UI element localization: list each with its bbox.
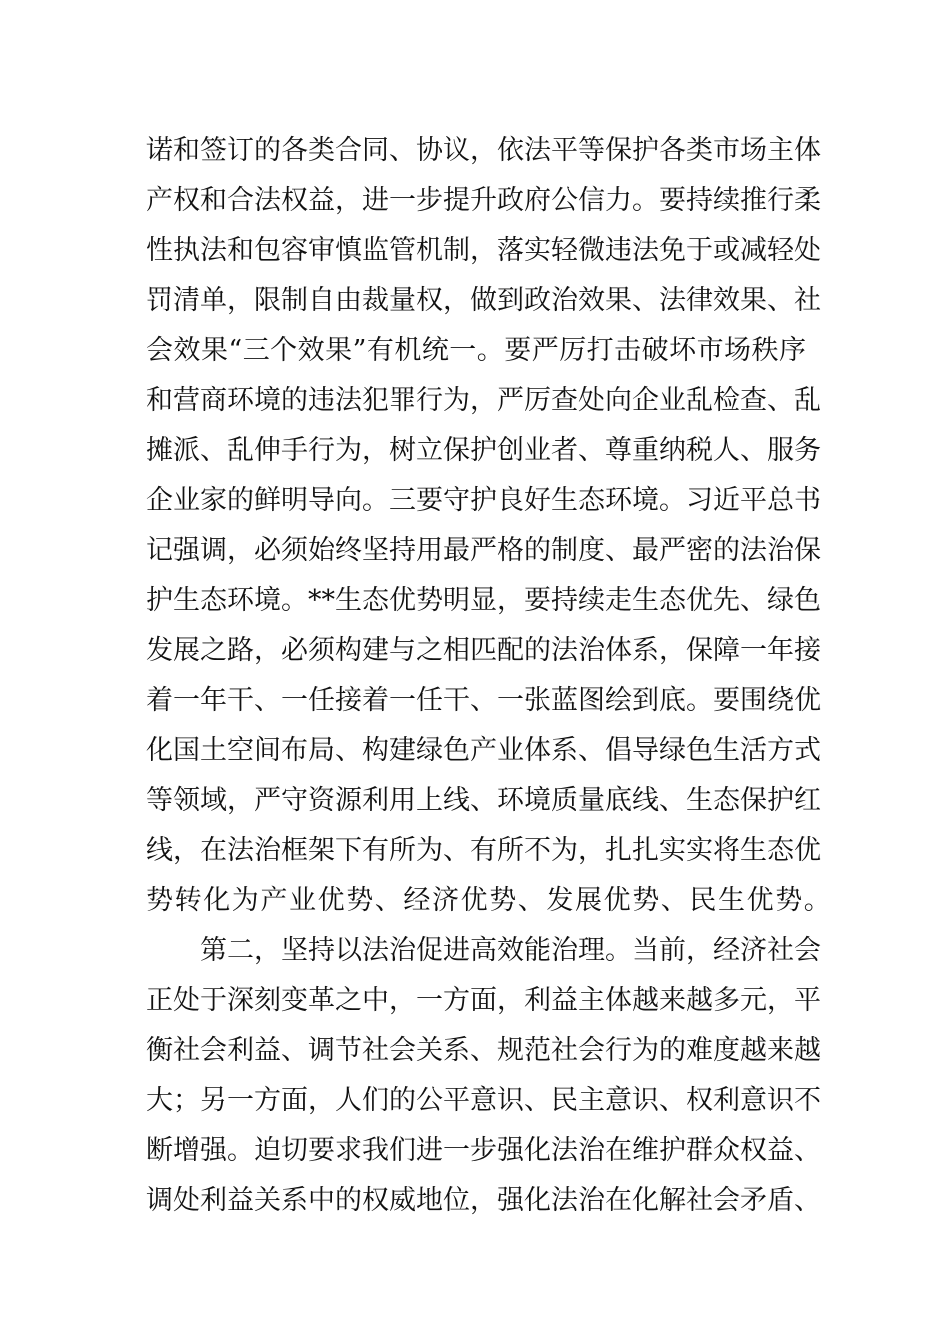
text-line: 线，在法治框架下有所为、有所不为，扎扎实实将生态优 (146, 835, 821, 866)
text-line: 罚清单，限制自由裁量权，做到政治效果、法律效果、社 (146, 285, 821, 316)
text-line: 势转化为产业优势、经济优势、发展优势、民生优势。 (146, 885, 833, 916)
text-line: 调处利益关系中的权威地位，强化法治在化解社会矛盾、 (146, 1185, 821, 1216)
text-line: 和营商环境的违法犯罪行为，严厉查处向企业乱检查、乱 (146, 385, 821, 416)
text-line: 会效果“三个效果”有机统一。要严厉打击破坏市场秩序 (146, 335, 806, 366)
text-line: 企业家的鲜明导向。三要守护良好生态环境。习近平总书 (146, 485, 821, 516)
text-line: 等领域，严守资源利用上线、环境质量底线、生态保护红 (146, 785, 821, 816)
text-line: 发展之路，必须构建与之相匹配的法治体系，保障一年接 (146, 635, 821, 666)
text-line: 摊派、乱伸手行为，树立保护创业者、尊重纳税人、服务 (146, 435, 821, 466)
text-line: 断增强。迫切要求我们进一步强化法治在维护群众权益、 (146, 1135, 821, 1166)
text-line: 着一年干、一任接着一任干、一张蓝图绘到底。要围绕优 (146, 685, 821, 716)
text-line: 产权和合法权益，进一步提升政府公信力。要持续推行柔 (146, 185, 821, 216)
text-line: 衡社会利益、调节社会关系、规范社会行为的难度越来越 (146, 1035, 821, 1066)
text-line: 护生态环境。**生态优势明显，要持续走生态优先、绿色 (146, 585, 821, 616)
paragraph (146, 126, 833, 926)
text-line: 正处于深刻变革之中，一方面，利益主体越来越多元，平 (146, 985, 821, 1016)
text-line: 化国土空间布局、构建绿色产业体系、倡导绿色生活方式 (146, 735, 821, 766)
document-body (146, 126, 833, 1226)
paragraph (146, 926, 821, 1226)
text-line: 大；另一方面，人们的公平意识、民主意识、权利意识不 (146, 1085, 821, 1116)
text-line: 第二，坚持以法治促进高效能治理。当前，经济社会 (200, 935, 821, 966)
text-line: 记强调，必须始终坚持用最严格的制度、最严密的法治保 (146, 535, 821, 566)
text-line: 性执法和包容审慎监管机制，落实轻微违法免于或减轻处 (146, 235, 821, 266)
text-line: 诺和签订的各类合同、协议，依法平等保护各类市场主体 (146, 135, 821, 166)
